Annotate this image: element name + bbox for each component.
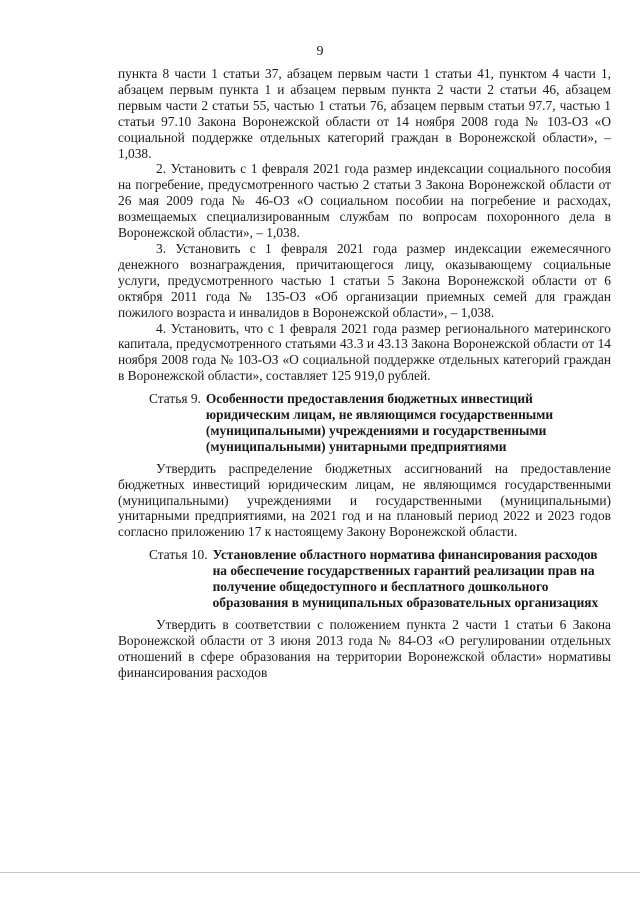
- article-9-label: Статья 9.: [149, 391, 201, 407]
- page-number: 9: [316, 44, 324, 59]
- article-9-title: Особенности предоставления бюджетных инвестиций юридическим лицам, не являющимся государственными (муниципальными) учреждениями и государственными (муниципальными) унитарными предприятиями: [205, 391, 554, 454]
- article-9-body: Утвердить распределение бюджетных ассигнований на предоставление бюджетных инвестиций юридическим лицам, не являющимся государственными (муниципальными) учреждениями и государственными (муниципальными) унитарными предприятиями, на 2021 год и на плановый период 2022 и 2023 годов согласно приложению 17 к настоящему Закону Воронежской области.: [118, 460, 611, 540]
- scan-edge-divider: [0, 872, 640, 873]
- article-9-heading: [149, 391, 611, 455]
- article-10-body: Утвердить в соответствии с положением пункта 2 части 1 статьи 6 Закона Воронежской области от 3 июня 2013 года № 84-ОЗ «О регулировании отдельных отношений в сфере образования на территории Воронежской области» нормативы финансирования расходов: [118, 616, 611, 680]
- article-10-label: Статья 10.: [149, 547, 208, 563]
- paragraph-continuation: пункта 8 части 1 статьи 37, абзацем первым части 1 статьи 41, пунктом 4 части 1, абзацем первым пункта 1 и абзацем первым пункта 2 части 2 статьи 46, абзацем первым части 2 статьи 55, частью 1 статьи 76, абзацем первым статьи 97.7, частью 1 статьи 97.10 Закона Воронежской области от 14 ноября 2008 года № 103-ОЗ «О социальной поддержке отдельных категорий граждан в Воронежской области», – 1,038.: [118, 66, 611, 161]
- article-10-title: Установление областного норматива финансирования расходов на обеспечение государственных гарантий реализации прав на получение общедоступного и бесплатного дошкольного образования в муниципальных образовательных организациях: [212, 547, 599, 610]
- paragraph-item-3: 3. Установить с 1 февраля 2021 года размер индексации ежемесячного денежного вознаграждения, причитающегося лицу, оказывающему социальные услуги, предусмотренного частью 1 статьи 5 Закона Воронежской области от 6 октября 2011 года № 135-ОЗ «Об организации приемных семей для граждан пожилого возраста и инвалидов в Воронежской области», – 1,038.: [118, 240, 611, 320]
- document-body: [118, 66, 611, 681]
- paragraph-item-4: 4. Установить, что с 1 февраля 2021 года размер регионального материнского капитала, предусмотренного статьями 43.3 и 43.13 Закона Воронежской области от 14 ноября 2008 года № 103-ОЗ «О социальной поддержке отдельных категорий граждан в Воронежской области», составляет 125 919,0 рублей.: [118, 320, 611, 384]
- paragraph-item-2: 2. Установить с 1 февраля 2021 года размер индексации социального пособия на погребение, предусмотренного частью 2 статьи 3 Закона Воронежской области от 26 мая 2009 года № 46-ОЗ «О социальном пособии на погребение и расходах, возмещаемых специализированным службам по вопросам похоронного дела в Воронежской области», – 1,038.: [118, 161, 611, 241]
- article-10-heading: [149, 547, 611, 611]
